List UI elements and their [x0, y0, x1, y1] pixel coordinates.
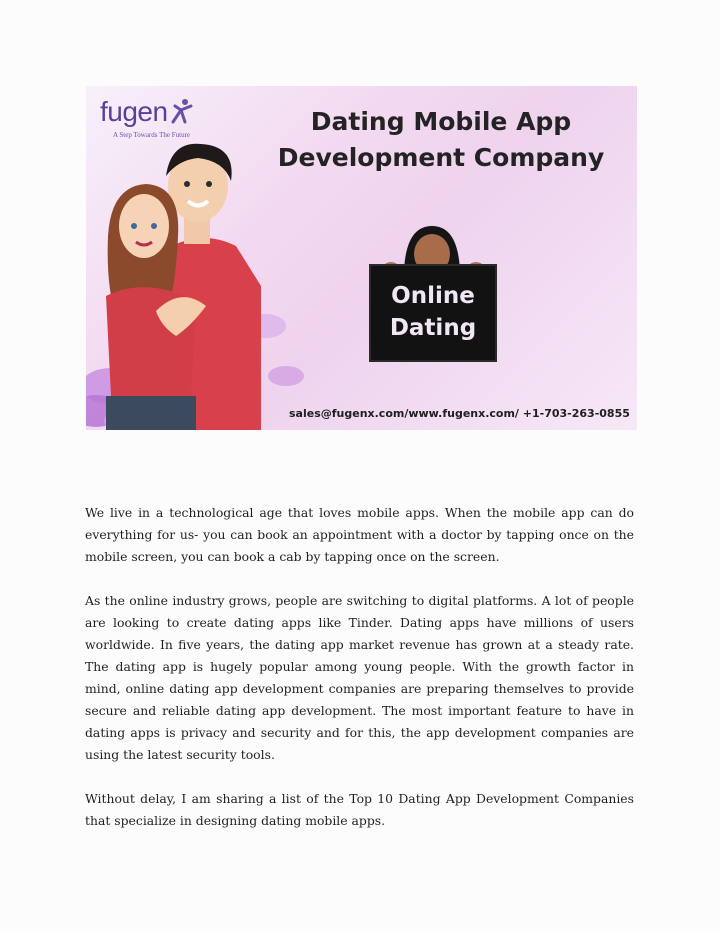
sign-line1: Online: [391, 283, 475, 309]
banner-title-line2: Development Company: [277, 143, 605, 172]
logo-figure-icon: [171, 98, 193, 124]
paragraph-list-intro: Without delay, I am sharing a list of the Top 10 Dating App Development Companies that specialize in designing dating mobile apps.: [85, 791, 634, 828]
banner-title: [256, 104, 626, 176]
sign-line2: Dating: [389, 315, 477, 341]
fugenx-logo: fugen: [100, 96, 168, 127]
banner-title-line1: Dating Mobile App: [310, 107, 572, 136]
online-dating-sign: [369, 264, 497, 362]
logo-tagline: A Step Towards The Future: [113, 131, 191, 139]
paragraph-intro: We live in a technological age that loves mobile apps. When the mobile app can do everything for us- you can book an appointment with a doctor by tapping once on the mobile screen, you can book a cab by tapping once on the screen.: [85, 505, 634, 564]
paragraph-industry: As the online industry grows, people are switching to digital platforms. A lot of people are looking to create dating apps like Tinder. Dating apps have millions of users worldwide. In five years, the dating app market revenue has grown at a steady rate. The dating app is hugely popular among young people. With the growth factor in mind, online dating app development companies are preparing themselves to provide secure and reliable dating app development. The most important feature to have in dating apps is privacy and security and for this, the app development companies are using the latest security tools.: [85, 593, 634, 762]
article-body: [85, 502, 634, 854]
banner-image: [86, 86, 637, 430]
contact-info: sales@fugenx.com/www.fugenx.com/ +1-703-263-0855: [289, 407, 630, 420]
